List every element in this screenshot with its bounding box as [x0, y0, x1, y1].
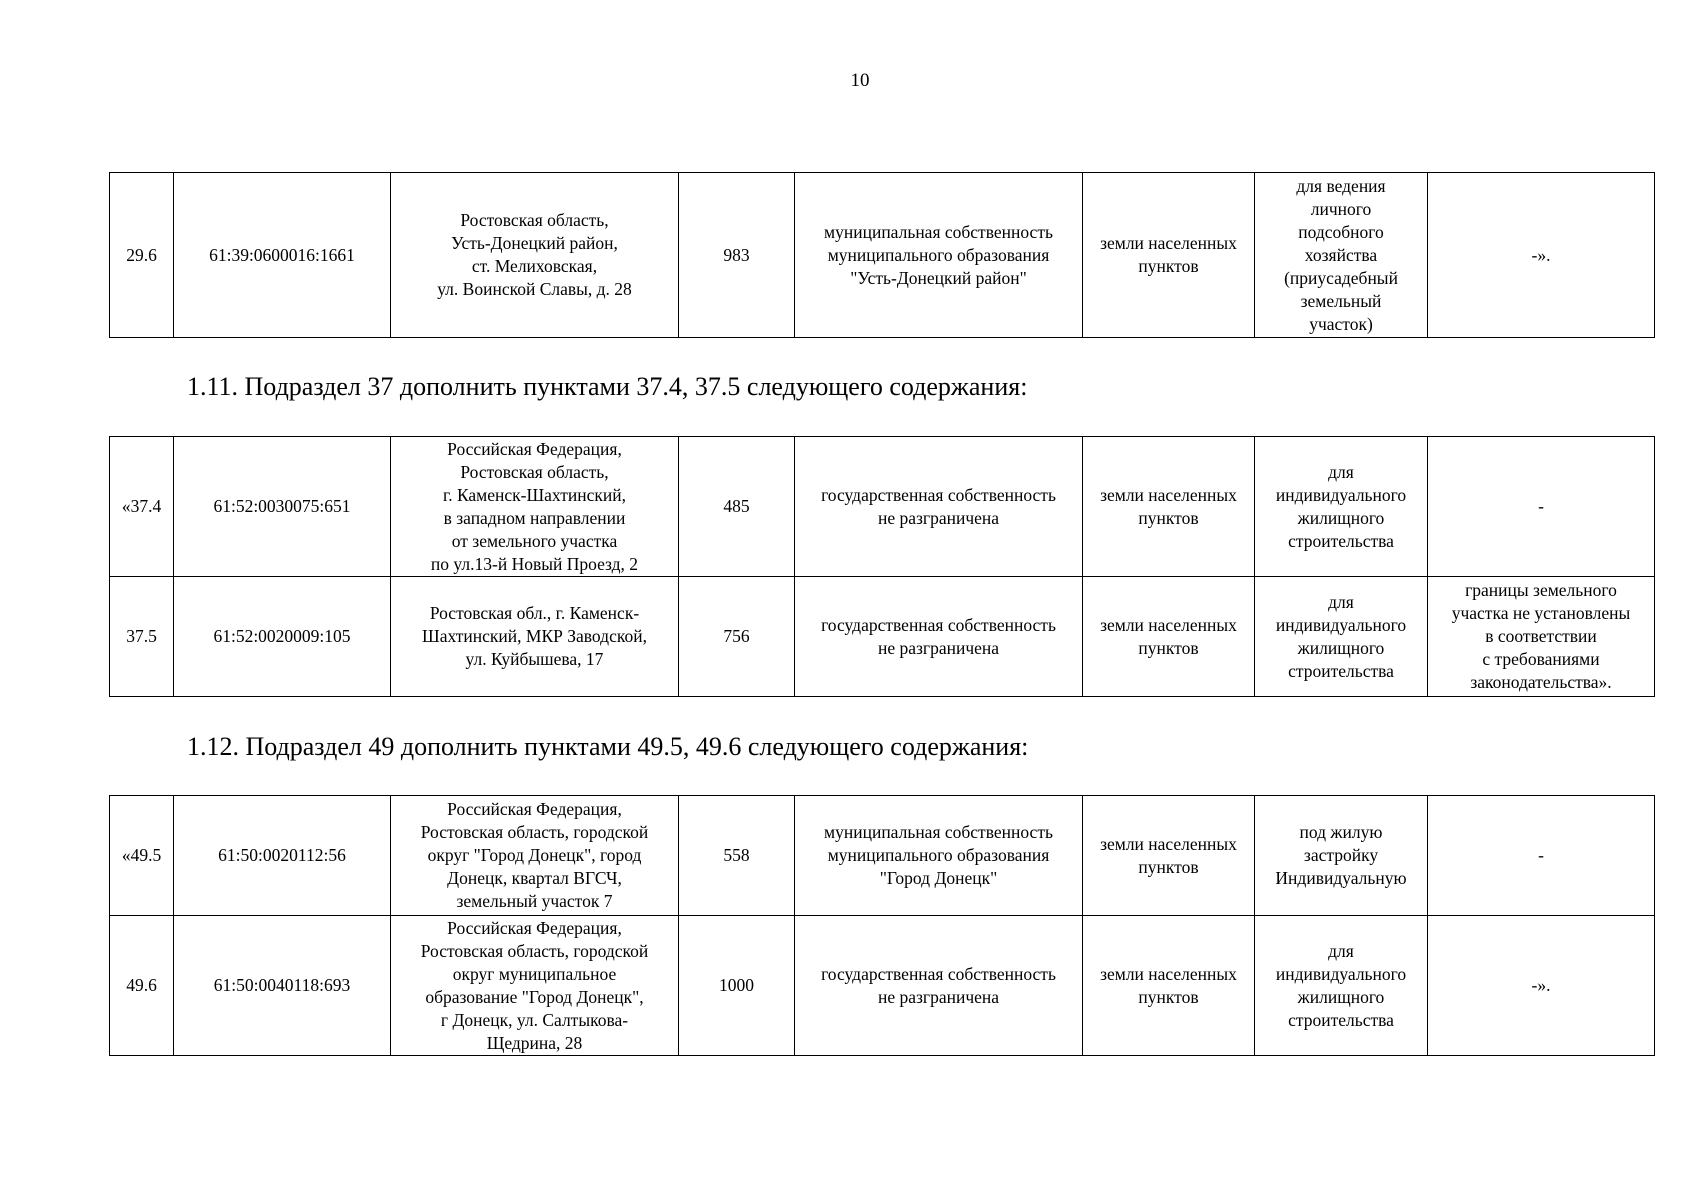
- ownership-cell: муниципальная собственность муниципального образования "Город Донецк": [795, 796, 1083, 916]
- land-plots-table-49: [109, 795, 1655, 1056]
- row-number-cell: 37.5: [110, 577, 174, 697]
- area-cell: 756: [679, 577, 795, 697]
- permitted-use-cell: для индивидуального жилищного строительства: [1255, 577, 1428, 697]
- address-cell: Российская Федерация, Ростовская область, городской округ "Город Донецк", город Донецк, квартал ВГСЧ, земельный участок 7: [391, 796, 679, 916]
- land-category-cell: земли населенных пунктов: [1083, 173, 1255, 338]
- note-cell: границы земельного участка не установлены в соответствии с требованиями законодательства».: [1428, 577, 1655, 697]
- ownership-cell: муниципальная собственность муниципального образования "Усть-Донецкий район": [795, 173, 1083, 338]
- cadastral-number-cell: 61:52:0020009:105: [174, 577, 391, 697]
- address-cell: Ростовская обл., г. Каменск- Шахтинский, МКР Заводской, ул. Куйбышева, 17: [391, 577, 679, 697]
- land-category-cell: земли населенных пунктов: [1083, 796, 1255, 916]
- land-category-cell: земли населенных пунктов: [1083, 916, 1255, 1056]
- permitted-use-cell: для индивидуального жилищного строительства: [1255, 916, 1428, 1056]
- ownership-cell: государственная собственность не разграничена: [795, 437, 1083, 577]
- ownership-cell: государственная собственность не разграничена: [795, 916, 1083, 1056]
- area-cell: 983: [679, 173, 795, 338]
- area-cell: 485: [679, 437, 795, 577]
- land-category-cell: земли населенных пунктов: [1083, 577, 1255, 697]
- address-cell: Российская Федерация, Ростовская область, г. Каменск-Шахтинский, в западном направлении от земельного участка по ул.13-й Новый Проезд, 2: [391, 437, 679, 577]
- page-number: 10: [850, 70, 870, 91]
- land-plots-table-37: [109, 436, 1655, 697]
- row-number-cell: 49.6: [110, 916, 174, 1056]
- cadastral-number-cell: 61:39:0600016:1661: [174, 173, 391, 338]
- land-plots-table-29: [109, 172, 1655, 338]
- cadastral-number-cell: 61:52:0030075:651: [174, 437, 391, 577]
- table-row: [110, 796, 1655, 916]
- table-row: [110, 577, 1655, 697]
- note-cell: -: [1428, 437, 1655, 577]
- area-cell: 558: [679, 796, 795, 916]
- table-row: [110, 173, 1655, 338]
- cadastral-number-cell: 61:50:0020112:56: [174, 796, 391, 916]
- row-number-cell: «49.5: [110, 796, 174, 916]
- permitted-use-cell: для индивидуального жилищного строительства: [1255, 437, 1428, 577]
- permitted-use-cell: под жилую застройку Индивидуальную: [1255, 796, 1428, 916]
- note-cell: -».: [1428, 916, 1655, 1056]
- note-cell: -: [1428, 796, 1655, 916]
- row-number-cell: 29.6: [110, 173, 174, 338]
- land-category-cell: земли населенных пунктов: [1083, 437, 1255, 577]
- table-row: [110, 437, 1655, 577]
- address-cell: Ростовская область, Усть-Донецкий район, ст. Мелиховская, ул. Воинской Славы, д. 28: [391, 173, 679, 338]
- row-number-cell: «37.4: [110, 437, 174, 577]
- area-cell: 1000: [679, 916, 795, 1056]
- section-heading-37: 1.11. Подраздел 37 дополнить пунктами 37.4, 37.5 следующего содержания:: [187, 372, 1028, 401]
- note-cell: -».: [1428, 173, 1655, 338]
- address-cell: Российская Федерация, Ростовская область, городской округ муниципальное образование "Город Донецк", г Донецк, ул. Салтыкова- Щедрина, 28: [391, 916, 679, 1056]
- table-row: [110, 916, 1655, 1056]
- permitted-use-cell: для ведения личного подсобного хозяйства (приусадебный земельный участок): [1255, 173, 1428, 338]
- ownership-cell: государственная собственность не разграничена: [795, 577, 1083, 697]
- cadastral-number-cell: 61:50:0040118:693: [174, 916, 391, 1056]
- section-heading-49: 1.12. Подраздел 49 дополнить пунктами 49.5, 49.6 следующего содержания:: [187, 732, 1029, 761]
